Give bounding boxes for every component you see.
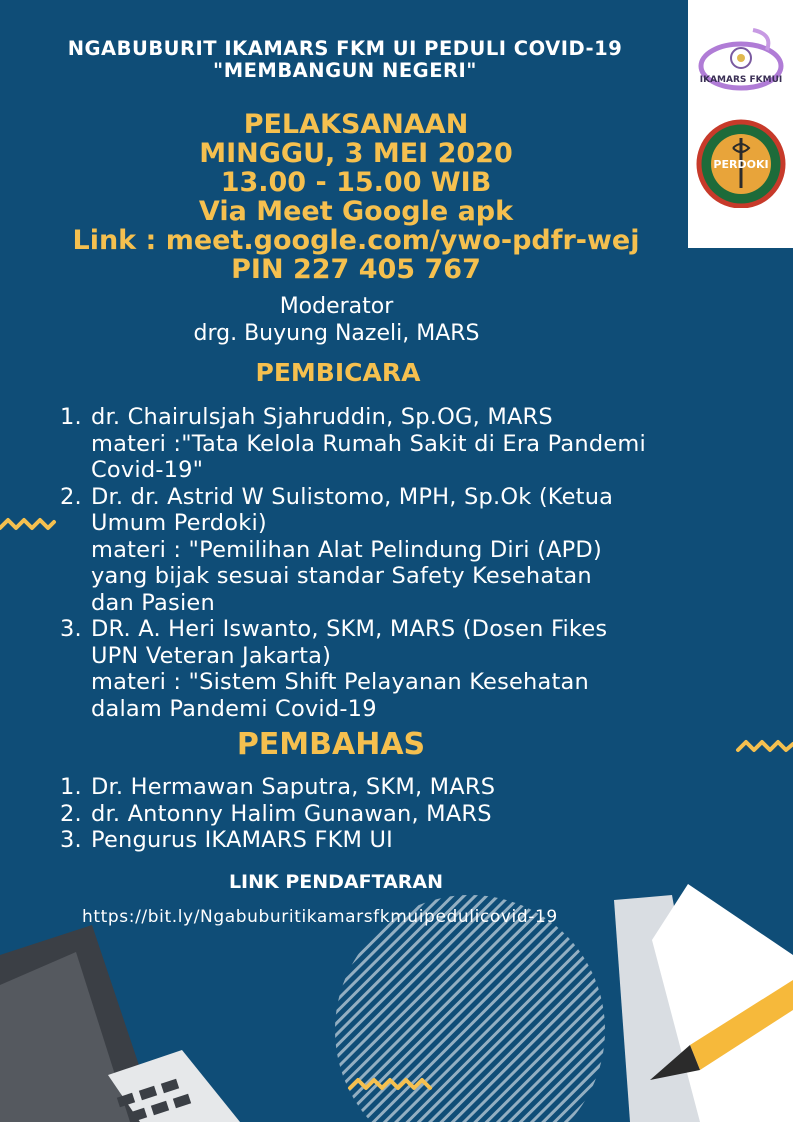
- list-number: 1.: [60, 774, 82, 800]
- event-details: [0, 110, 712, 284]
- speaker-item: [60, 404, 720, 484]
- list-number: 1.: [60, 404, 82, 430]
- speakers-list: [60, 404, 720, 722]
- meeting-pin: PIN 227 405 767: [231, 254, 481, 285]
- speaker-topic-line: materi : "Pemilihan Alat Pelindung Diri (APD): [91, 536, 602, 563]
- speaker-topic-line: yang bijak sesuai standar Safety Kesehatan: [91, 563, 592, 589]
- speaker-topic-line: materi :"Tata Kelola Rumah Sakit di Era Pandemi: [91, 430, 646, 457]
- ikamars-logo: [695, 20, 787, 110]
- speaker-topic-line: Covid-19": [91, 457, 204, 483]
- poster-subtitle: "MEMBANGUN NEGERI": [213, 59, 477, 82]
- speaker-topic-line: materi : "Sistem Shift Pelayanan Kesehatan: [91, 669, 589, 695]
- speaker-topic-line: dan Pasien: [91, 589, 215, 616]
- moderator-label: Moderator: [279, 294, 394, 319]
- speaker-affiliation: Umum Perdoki): [91, 510, 267, 536]
- speaker-affiliation: UPN Veteran Jakarta): [91, 642, 332, 669]
- ikamars-logo-text: IKAMARS FKMUI: [699, 75, 783, 85]
- registration-heading: LINK PENDAFTARAN: [228, 871, 444, 893]
- discussant-item: [60, 827, 720, 854]
- speaker-item: [60, 616, 720, 722]
- poster-title: NGABUBURIT IKAMARS FKM UI PEDULI COVID-19: [67, 37, 623, 60]
- list-number: 3.: [60, 616, 82, 642]
- list-number: 2.: [60, 483, 82, 510]
- speakers-heading: PEMBICARA: [255, 358, 421, 387]
- speaker-name: Dr. dr. Astrid W Sulistomo, MPH, Sp.Ok (Ketua: [91, 483, 614, 510]
- speaker-topic-line: dalam Pandemi Covid-19: [91, 695, 377, 722]
- discussants-heading: PEMBAHAS: [236, 727, 426, 762]
- list-number: 2.: [60, 800, 82, 827]
- event-heading: PELAKSANAAN: [243, 109, 469, 140]
- event-platform: Via Meet Google apk: [198, 196, 514, 227]
- perdoki-logo-text: PERDOKI: [713, 158, 769, 171]
- speaker-name: DR. A. Heri Iswanto, SKM, MARS (Dosen Fikes: [91, 616, 608, 642]
- striped-circle: [335, 895, 605, 1122]
- list-number: 3.: [60, 827, 82, 853]
- discussants-list: [60, 774, 720, 854]
- discussant-name: Dr. Hermawan Saputra, SKM, MARS: [91, 774, 496, 800]
- discussant-item: [60, 774, 720, 801]
- event-date: MINGGU, 3 MEI 2020: [199, 138, 513, 169]
- zigzag-right: [738, 742, 793, 750]
- moderator-name: drg. Buyung Nazeli, MARS: [193, 321, 480, 346]
- zigzag-left: [0, 520, 54, 528]
- registration-link[interactable]: https://bit.ly/Ngabuburitikamarsfkmuipedulicovid-19: [82, 907, 558, 927]
- event-time: 13.00 - 15.00 WIB: [220, 167, 492, 198]
- discussant-item: [60, 801, 720, 828]
- speaker-item: [60, 484, 720, 617]
- discussant-name: dr. Antonny Halim Gunawan, MARS: [91, 800, 492, 827]
- meeting-link[interactable]: Link : meet.google.com/ywo-pdfr-wej: [72, 225, 640, 256]
- discussant-name: Pengurus IKAMARS FKM UI: [91, 827, 394, 853]
- speaker-name: dr. Chairulsjah Sjahruddin, Sp.OG, MARS: [91, 404, 553, 430]
